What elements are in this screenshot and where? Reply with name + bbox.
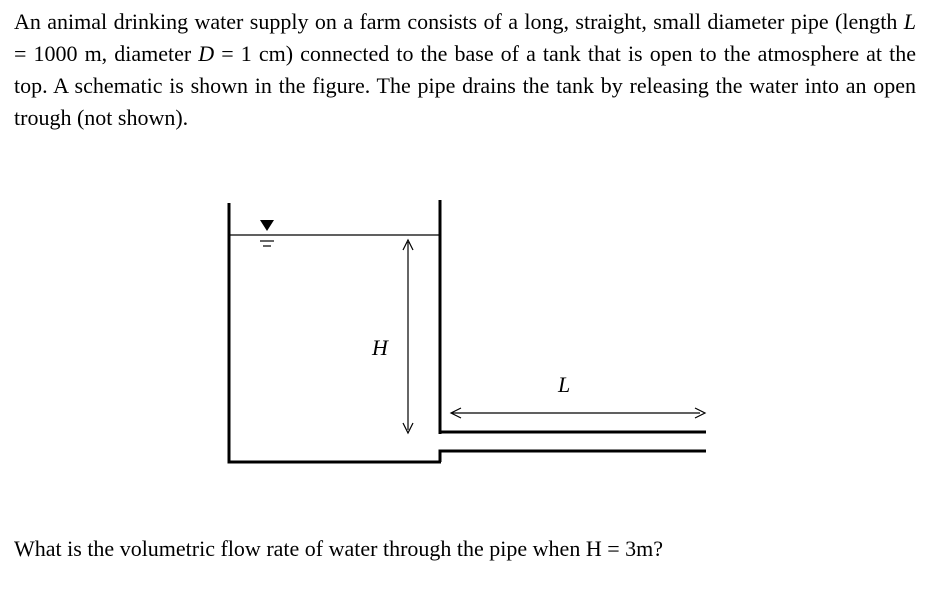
pipe-bottom-wall — [440, 451, 706, 462]
length-label: L — [558, 372, 571, 397]
free-surface-triangle-icon — [260, 220, 274, 231]
problem-text-part2: = 1000 m, diameter — [14, 41, 199, 66]
question-text: What is the volumetric flow rate of water through the pipe when H = 3m? — [14, 536, 663, 561]
variable-L: L — [903, 9, 916, 34]
problem-text-part1: An animal drinking water supply on a farm consists of a long, straight, small diameter pipe (length — [14, 9, 904, 34]
variable-D: D — [198, 41, 215, 66]
height-label: H — [372, 335, 388, 360]
problem-text-part3: = 1 cm) connected to the base of a tank that is open to the atmosphere at the top. A schematic is shown in the figure. The pipe drains the tank by releasing the water into an open trough (not shown). — [14, 41, 916, 130]
